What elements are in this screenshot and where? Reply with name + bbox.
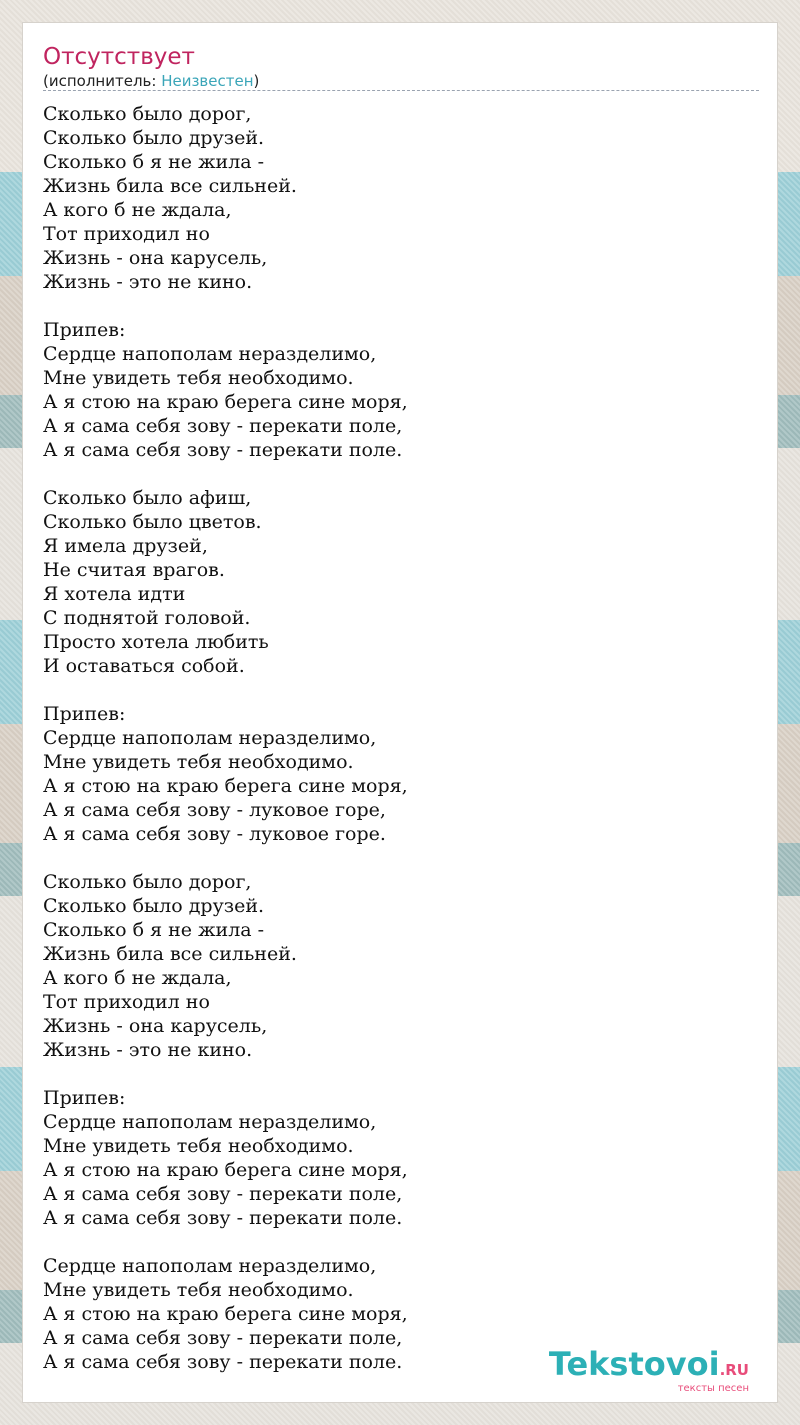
lyrics-line: Не считая врагов. [43,559,225,581]
lyrics-line: И оставаться собой. [43,655,245,677]
lyrics-line: Припев: [43,319,126,341]
lyrics-line: А я сама себя зову - перекати поле. [43,439,403,461]
lyrics-line: Сердце напополам неразделимо, [43,1111,377,1133]
logo-tagline: тексты песен [677,1383,749,1394]
lyrics-line: Сколько было друзей. [43,127,265,149]
lyrics-line: Я имела друзей, [43,535,208,557]
lyrics-line: Жизнь била все сильней. [43,175,297,197]
lyrics-line: Сколько было дорог, [43,871,252,893]
lyrics-line: А я сама себя зову - перекати поле, [43,1183,403,1205]
lyrics-line: Мне увидеть тебя необходимо. [43,367,354,389]
lyrics-stanza [43,870,759,1062]
lyrics-line: А кого б не ждала, [43,967,232,989]
lyrics-line: Сердце напополам неразделимо, [43,727,377,749]
lyrics-line: А кого б не ждала, [43,199,232,221]
logo-wordmark: Tekstovoi [548,1345,720,1383]
lyrics-line: Сердце напополам неразделимо, [43,1255,377,1277]
lyrics-line: А я стою на краю берега сине моря, [43,1159,408,1181]
lyrics-line: Жизнь била все сильней. [43,943,297,965]
lyrics-line: А я сама себя зову - перекати поле, [43,1327,403,1349]
lyrics-line: Припев: [43,1087,126,1109]
lyrics-line: А я стою на краю берега сине моря, [43,775,408,797]
lyrics-line: Тот приходил но [43,223,210,245]
lyrics-line: А я сама себя зову - перекати поле, [43,415,403,437]
lyrics-line: Сколько б я не жила - [43,919,265,941]
lyrics-stanza [43,702,759,846]
lyrics-line: Сколько б я не жила - [43,151,265,173]
lyrics-line: Жизнь - это не кино. [43,271,253,293]
artist-link[interactable]: Неизвестен [161,72,254,90]
lyrics-line: Мне увидеть тебя необходимо. [43,1135,354,1157]
lyrics-line: Сколько было цветов. [43,511,262,533]
artist-prefix: (исполнитель: [43,72,162,90]
logo-domain: .RU [719,1361,749,1379]
title-divider [43,90,759,91]
lyrics-stanza [43,486,759,678]
lyrics-line: Жизнь - это не кино. [43,1039,253,1061]
site-logo[interactable] [548,1345,749,1383]
lyrics-card [22,22,778,1403]
lyrics-line: А я сама себя зову - перекати поле. [43,1351,403,1373]
artist-suffix: ) [253,72,260,90]
lyrics-line: Жизнь - она карусель, [43,247,268,269]
lyrics-line: А я стою на краю берега сине моря, [43,391,408,413]
lyrics-line: Сколько было афиш, [43,487,252,509]
lyrics-line: Просто хотела любить [43,631,269,653]
lyrics-line: А я сама себя зову - луковое горе. [43,823,386,845]
lyrics-stanza [43,318,759,462]
artist-line [43,71,259,91]
lyrics-line: С поднятой головой. [43,607,251,629]
lyrics-stanza [43,1086,759,1230]
lyrics-line: Тот приходил но [43,991,210,1013]
lyrics-line: Припев: [43,703,126,725]
lyrics-line: Сердце напополам неразделимо, [43,343,377,365]
lyrics-line: Мне увидеть тебя необходимо. [43,751,354,773]
song-title: Отсутствует [43,44,195,70]
lyrics-line: Мне увидеть тебя необходимо. [43,1279,354,1301]
lyrics-text [43,102,759,1374]
lyrics-line: А я сама себя зову - луковое горе, [43,799,386,821]
lyrics-stanza [43,102,759,294]
lyrics-line: Я хотела идти [43,583,186,605]
lyrics-line: А я сама себя зову - перекати поле. [43,1207,403,1229]
lyrics-line: Жизнь - она карусель, [43,1015,268,1037]
lyrics-line: Сколько было друзей. [43,895,265,917]
lyrics-line: А я стою на краю берега сине моря, [43,1303,408,1325]
lyrics-line: Сколько было дорог, [43,103,252,125]
